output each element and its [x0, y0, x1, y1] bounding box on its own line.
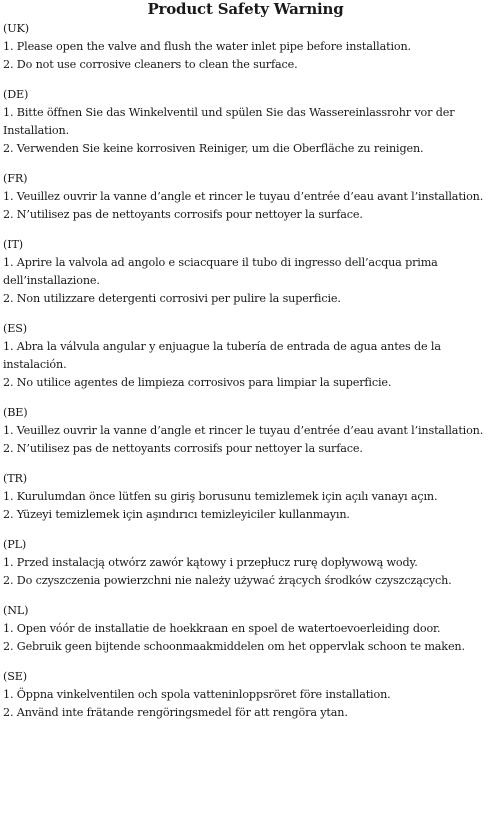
warning-line: 1. Bitte öffnen Sie das Winkelventil und spülen Sie das Wassereinlassrohr vor der Installation.: [3, 106, 455, 137]
warning-line: 1. Przed instalacją otwórz zawór kątowy i przepłucz rurę dopływową wody.: [3, 556, 418, 569]
warning-line: 2. Använd inte frätande rengöringsmedel för att rengöra ytan.: [3, 706, 348, 719]
warning-line: 1. Open vóór de installatie de hoekkraan en spoel de watertoevoerleiding door.: [3, 622, 441, 635]
language-section: [3, 404, 488, 458]
language-section: [3, 236, 488, 308]
warning-line: 2. Do not use corrosive cleaners to clean the surface.: [3, 58, 298, 71]
language-code: (UK): [3, 22, 29, 35]
warning-line: 1. Veuillez ouvrir la vanne d’angle et rincer le tuyau d’entrée d’eau avant l’installation.: [3, 190, 484, 203]
warning-line: 1. Kurulumdan önce lütfen su giriş borusunu temizlemek için açılı vanayı açın.: [3, 490, 438, 503]
language-code: (FR): [3, 172, 28, 185]
page-title: Product Safety Warning: [147, 0, 344, 18]
warning-line: 2. Do czyszczenia powierzchni nie należy używać żrących środków czyszczących.: [3, 574, 452, 587]
language-section: [3, 602, 488, 656]
language-code: (SE): [3, 670, 27, 683]
warning-line: 1. Öppna vinkelventilen och spola vatteninloppsröret före installation.: [3, 688, 391, 701]
language-section: [3, 536, 488, 590]
language-section: [3, 20, 488, 74]
warning-line: 2. Verwenden Sie keine korrosiven Reiniger, um die Oberfläche zu reinigen.: [3, 142, 424, 155]
language-code: (IT): [3, 238, 24, 251]
warning-sections: [3, 20, 488, 722]
language-code: (DE): [3, 88, 29, 101]
warning-line: 1. Veuillez ouvrir la vanne d’angle et rincer le tuyau d’entrée d’eau avant l’installation.: [3, 424, 484, 437]
warning-line: 2. N’utilisez pas de nettoyants corrosifs pour nettoyer la surface.: [3, 208, 363, 221]
language-code: (PL): [3, 538, 27, 551]
language-code: (BE): [3, 406, 28, 419]
warning-line: 2. Non utilizzare detergenti corrosivi per pulire la superficie.: [3, 292, 341, 305]
warning-line: 1. Abra la válvula angular y enjuague la tubería de entrada de agua antes de la instalación.: [3, 340, 441, 371]
language-section: [3, 320, 488, 392]
warning-line: 1. Please open the valve and flush the water inlet pipe before installation.: [3, 40, 411, 53]
warning-line: 2. No utilice agentes de limpieza corrosivos para limpiar la superficie.: [3, 376, 392, 389]
language-section: [3, 470, 488, 524]
language-section: [3, 86, 488, 158]
language-code: (ES): [3, 322, 27, 335]
language-section: [3, 668, 488, 722]
warning-line: 1. Aprire la valvola ad angolo e sciacquare il tubo di ingresso dell’acqua prima dell’installazione.: [3, 256, 438, 287]
language-code: (TR): [3, 472, 28, 485]
language-code: (NL): [3, 604, 29, 617]
warning-line: 2. Gebruik geen bijtende schoonmaakmiddelen om het oppervlak schoon te maken.: [3, 640, 465, 653]
warning-line: 2. Yüzeyi temizlemek için aşındırıcı temizleyiciler kullanmayın.: [3, 508, 350, 521]
language-section: [3, 170, 488, 224]
warning-line: 2. N’utilisez pas de nettoyants corrosifs pour nettoyer la surface.: [3, 442, 363, 455]
